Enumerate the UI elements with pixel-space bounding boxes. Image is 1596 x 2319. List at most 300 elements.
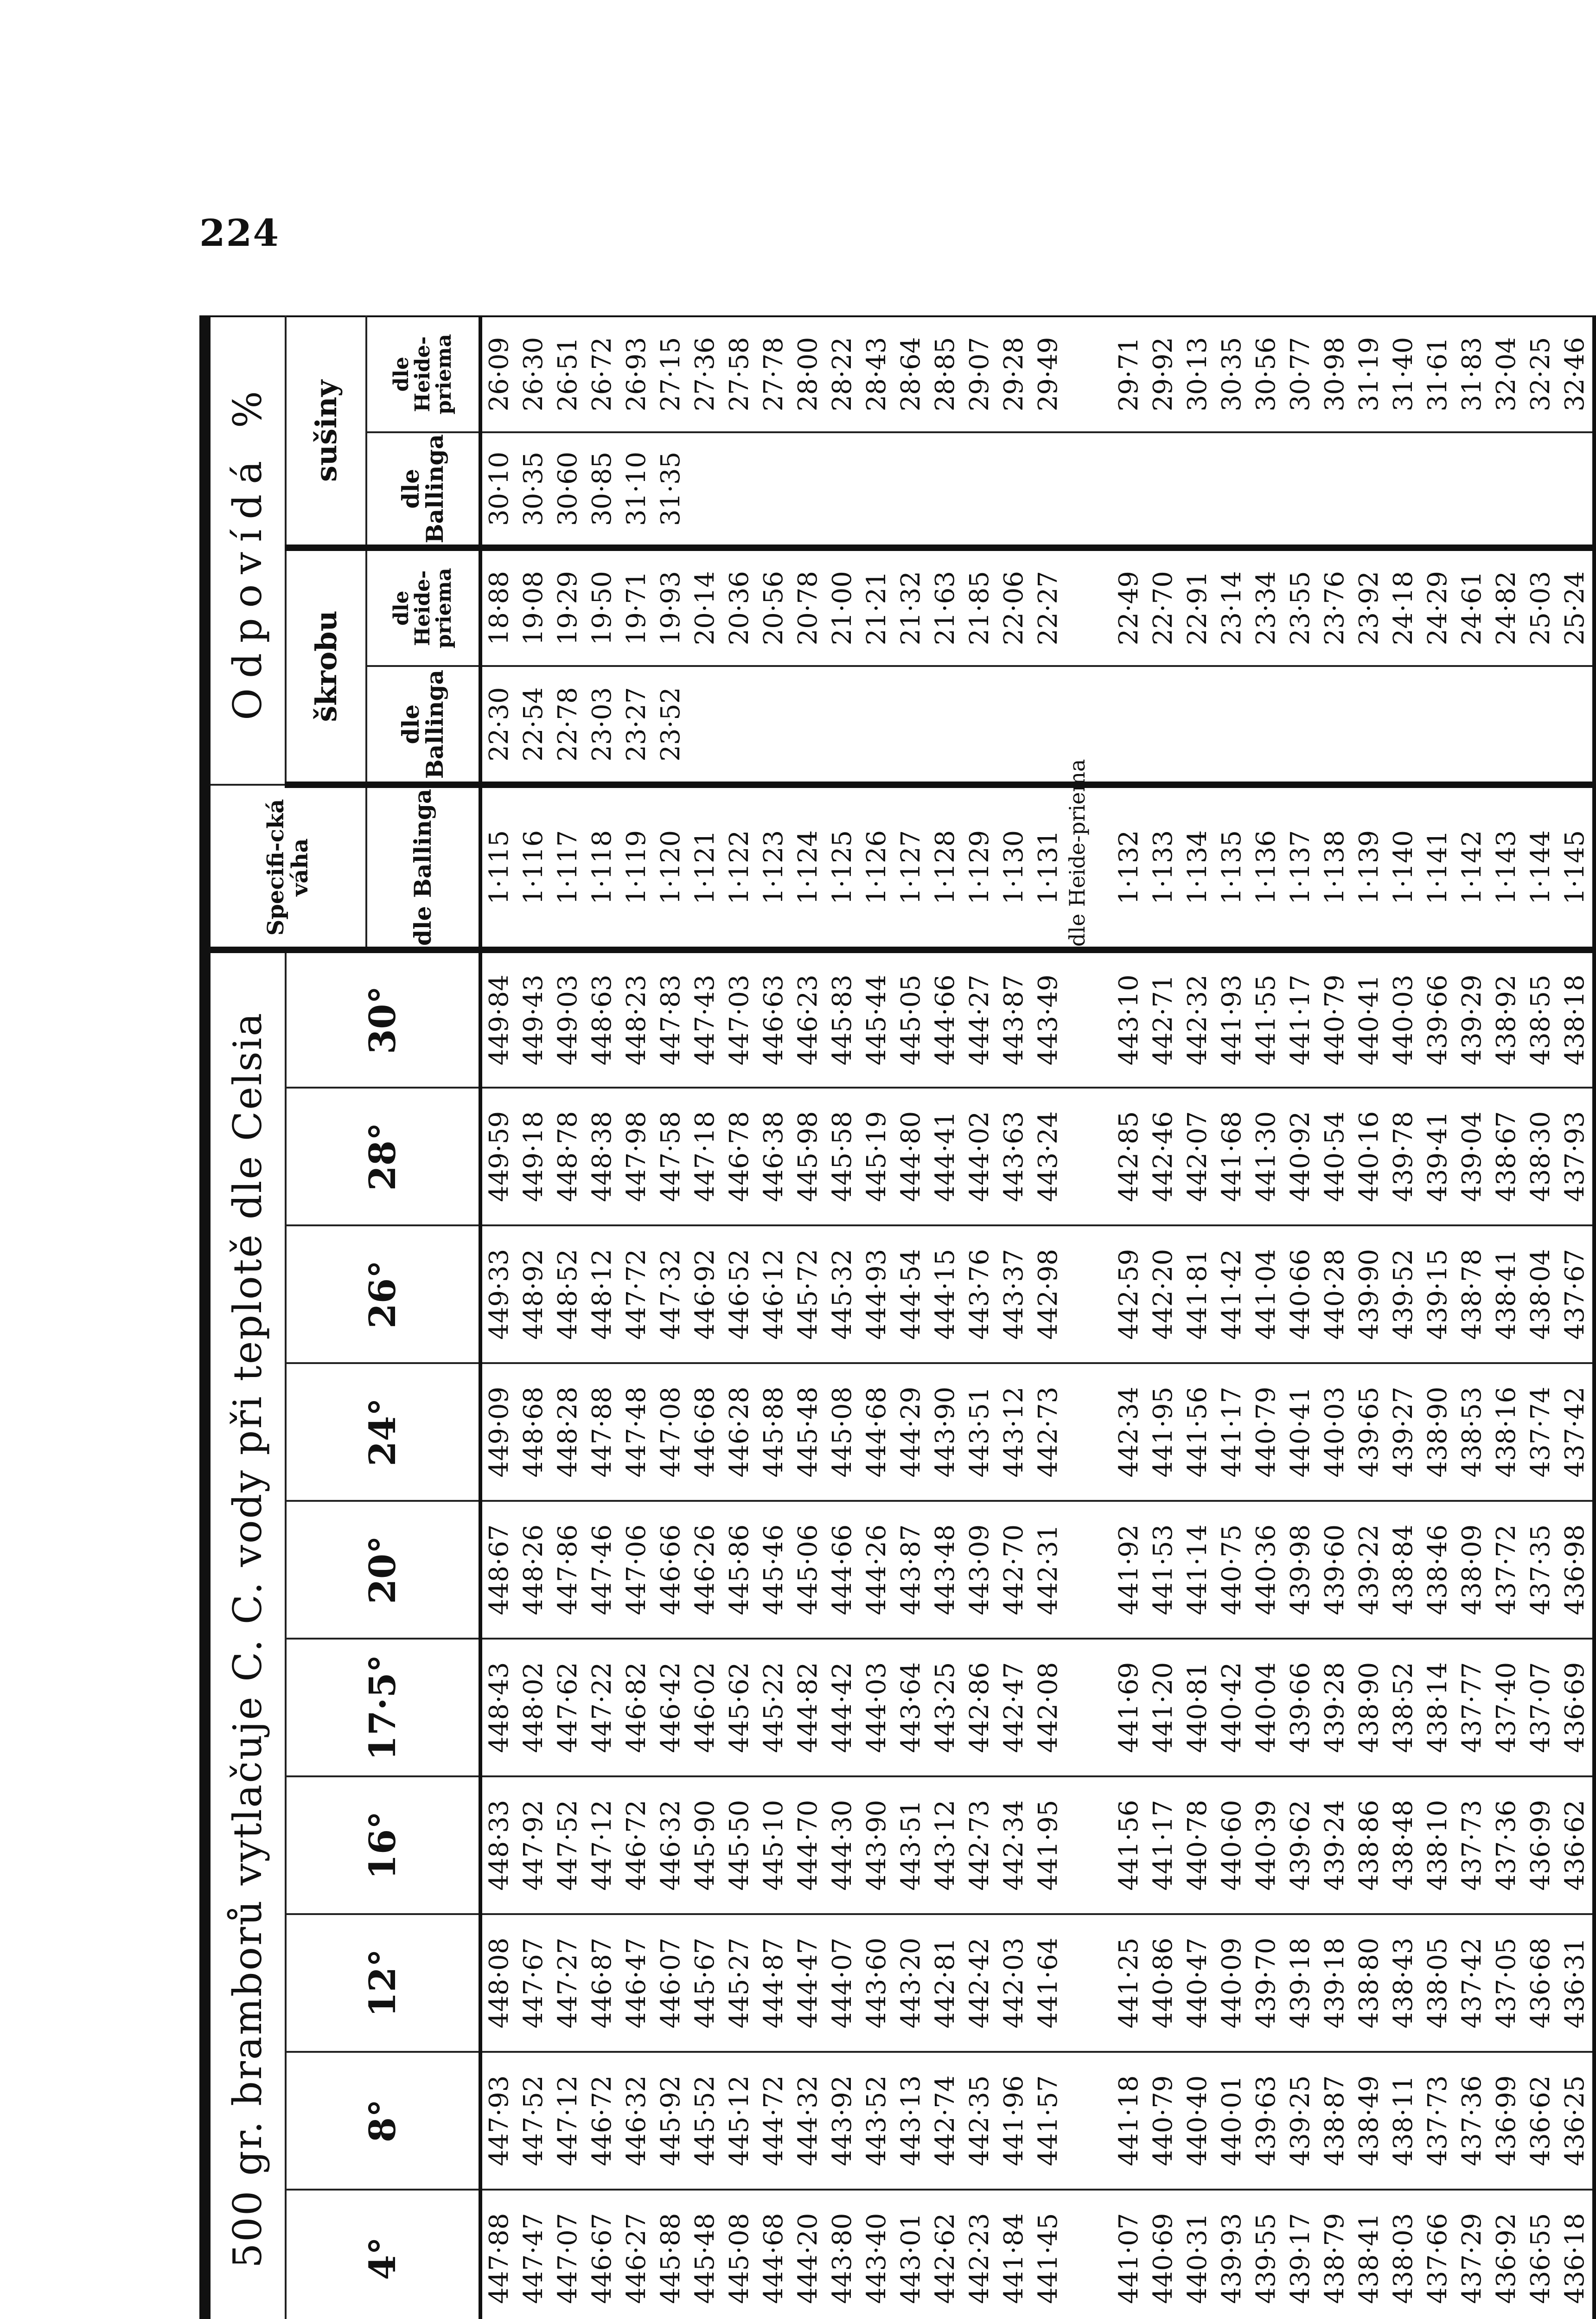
- table-cell: 439·22: [1354, 1524, 1384, 1615]
- table-cell: 23·14: [1217, 571, 1247, 646]
- table-cell: 439·25: [1285, 2075, 1315, 2166]
- sg-ballinga-header: dle Ballinga: [366, 785, 480, 950]
- starch-heidepriema-col: [480, 548, 1594, 666]
- table-cell: 441·92: [1114, 1524, 1144, 1615]
- table-cell: 30·60: [553, 451, 583, 526]
- table-cell: 443·49: [1033, 974, 1063, 1066]
- table-cell: 444·41: [930, 1111, 960, 1202]
- table-cell: 446·47: [621, 1937, 651, 2029]
- table-cell: 448·28: [553, 1386, 583, 1478]
- table-cell: [1112, 433, 1146, 545]
- table-cell: 444·32: [793, 2075, 823, 2166]
- table-cell: 440·75: [1217, 1524, 1247, 1615]
- table-cell: 449·84: [484, 974, 514, 1066]
- table-cell: 24·82: [1491, 571, 1521, 646]
- block-gap: [1066, 2191, 1112, 2319]
- table-cell: 441·17: [1217, 1386, 1247, 1478]
- table-cell: 1·134: [1182, 830, 1213, 905]
- table-cell: 442·85: [1114, 1111, 1144, 1202]
- table-cell: [757, 667, 791, 781]
- table-cell: 444·54: [896, 1249, 926, 1340]
- starch-header: škrobu: [286, 548, 366, 785]
- table-cell: 20·36: [724, 571, 754, 646]
- table-cell: 442·71: [1148, 974, 1178, 1066]
- table-cell: 27·58: [724, 337, 754, 411]
- table-cell: 1·123: [759, 830, 789, 905]
- table-cell: 438·10: [1423, 1800, 1453, 1891]
- table-cell: 19·93: [656, 571, 686, 646]
- table-cell: 444·02: [964, 1111, 995, 1202]
- table-cell: 26·30: [518, 337, 549, 411]
- table-cell: 439·18: [1320, 1937, 1350, 2029]
- table-cell: 20·78: [793, 571, 823, 646]
- table-cell: 439·63: [1251, 2075, 1281, 2166]
- table-cell: 440·41: [1354, 974, 1384, 1066]
- table-cell: 447·92: [518, 1800, 549, 1891]
- table-cell: 28·43: [862, 337, 892, 411]
- table-cell: 438·78: [1457, 1249, 1487, 1340]
- dry-matter-header: sušiny: [286, 316, 366, 548]
- table-cell: 448·38: [587, 1111, 617, 1202]
- table-cell: 443·12: [999, 1386, 1029, 1478]
- table-cell: 446·12: [759, 1249, 789, 1340]
- table-cell: 438·03: [1388, 2213, 1418, 2304]
- dry-ballinga-col: [480, 432, 1594, 548]
- block-gap: [1066, 1915, 1112, 2051]
- table-cell: 21·00: [827, 571, 857, 646]
- table-cell: 448·12: [587, 1249, 617, 1340]
- table-cell: 440·47: [1182, 1937, 1213, 2029]
- table-cell: 22·49: [1114, 571, 1144, 646]
- table-cell: 26·93: [621, 337, 651, 411]
- table-cell: 29·49: [1033, 337, 1063, 411]
- table-cell: 1·138: [1320, 830, 1350, 905]
- table-cell: 446·23: [793, 974, 823, 1066]
- block-gap: [1066, 1777, 1112, 1913]
- table-cell: 24·61: [1457, 571, 1487, 646]
- table-cell: 445·83: [827, 974, 857, 1066]
- table-cell: [1283, 667, 1318, 781]
- table-cell: 1·122: [724, 830, 754, 905]
- table-cell: [1215, 433, 1249, 545]
- table-cell: 445·88: [656, 2213, 686, 2304]
- table-cell: 442·42: [964, 1937, 995, 2029]
- table-cell: 1·131: [1033, 830, 1063, 905]
- table-cell: 30·10: [484, 451, 514, 526]
- table-cell: 443·90: [862, 1800, 892, 1891]
- table-cell: 438·41: [1354, 2213, 1384, 2304]
- table-cell: 439·78: [1388, 1111, 1418, 1202]
- table-cell: 438·41: [1491, 1249, 1521, 1340]
- table-cell: 437·07: [1526, 1662, 1556, 1753]
- temp-col-30: [480, 950, 1594, 1088]
- table-cell: 438·86: [1354, 1800, 1384, 1891]
- table-cell: 439·55: [1251, 2213, 1281, 2304]
- table-cell: 447·52: [518, 2075, 549, 2166]
- table-cell: 446·28: [724, 1386, 754, 1478]
- table-cell: [860, 433, 894, 545]
- table-cell: 443·13: [896, 2075, 926, 2166]
- table-cell: 439·90: [1354, 1249, 1384, 1340]
- table-cell: 23·03: [587, 687, 617, 762]
- table-cell: 1·124: [793, 830, 823, 905]
- table-cell: 443·51: [896, 1800, 926, 1891]
- table-cell: [688, 667, 722, 781]
- table-cell: 446·72: [621, 1800, 651, 1891]
- table-cell: 439·28: [1320, 1662, 1350, 1753]
- table-cell: [860, 667, 894, 781]
- table-cell: 439·15: [1423, 1249, 1453, 1340]
- table-cell: 439·17: [1285, 2213, 1315, 2304]
- table-cell: 444·47: [793, 1937, 823, 2029]
- table-cell: 441·30: [1251, 1111, 1281, 1202]
- table-cell: 445·44: [862, 974, 892, 1066]
- table-cell: 439·65: [1354, 1386, 1384, 1478]
- table-cell: 440·01: [1217, 2075, 1247, 2166]
- table-cell: 1·143: [1491, 830, 1521, 905]
- table-cell: 443·87: [896, 1524, 926, 1615]
- table-cell: 30·35: [518, 451, 549, 526]
- table-cell: 446·07: [656, 1937, 686, 2029]
- table-cell: 437·72: [1491, 1524, 1521, 1615]
- table-cell: 22·06: [999, 571, 1029, 646]
- table-cell: 1·136: [1251, 830, 1281, 905]
- table-cell: 438·09: [1457, 1524, 1487, 1615]
- table-cell: 31·35: [656, 451, 686, 526]
- table-cell: 447·43: [690, 974, 720, 1066]
- table-cell: 446·02: [690, 1662, 720, 1753]
- table-cell: 442·35: [964, 2075, 995, 2166]
- table-cell: 29·92: [1148, 337, 1178, 411]
- table-cell: 442·23: [964, 2213, 995, 2304]
- table-cell: 27·15: [656, 337, 686, 411]
- table-cell: 448·67: [484, 1524, 514, 1615]
- table-cell: [1455, 433, 1489, 545]
- table-cell: 27·36: [690, 337, 720, 411]
- temp-col-20: [480, 1501, 1594, 1639]
- table-cell: 446·63: [759, 974, 789, 1066]
- table-cell: 441·56: [1114, 1800, 1144, 1891]
- table-cell: 438·05: [1423, 1937, 1453, 2029]
- table-cell: 442·03: [999, 1937, 1029, 2029]
- table-cell: 441·56: [1182, 1386, 1213, 1478]
- table-cell: 447·12: [587, 1800, 617, 1891]
- table-cell: 29·71: [1114, 337, 1144, 411]
- table-cell: [894, 667, 928, 781]
- table-cell: 437·73: [1457, 1800, 1487, 1891]
- table-cell: 443·25: [930, 1662, 960, 1753]
- table-cell: 441·45: [1033, 2213, 1063, 2304]
- table-cell: 447·12: [553, 2075, 583, 2166]
- temp-header-30: 30°: [286, 950, 480, 1088]
- table-cell: 31·61: [1423, 337, 1453, 411]
- table-cell: 442·32: [1182, 974, 1213, 1066]
- table-cell: 1·145: [1560, 830, 1590, 905]
- table-cell: 441·57: [1033, 2075, 1063, 2166]
- table-cell: 444·68: [862, 1386, 892, 1478]
- table-cell: [1489, 433, 1524, 545]
- temp-col-4: [480, 2190, 1594, 2319]
- table-cell: 445·86: [724, 1524, 754, 1615]
- table-cell: 444·03: [862, 1662, 892, 1753]
- table-cell: 30·56: [1251, 337, 1281, 411]
- table-cell: 445·67: [690, 1937, 720, 2029]
- table-cell: 447·52: [553, 1800, 583, 1891]
- table-cell: [1386, 667, 1421, 781]
- temp-header-16: 16°: [286, 1776, 480, 1914]
- table-cell: 440·79: [1251, 1386, 1281, 1478]
- table-cell: 445·48: [690, 2213, 720, 2304]
- table-cell: 440·03: [1320, 1386, 1350, 1478]
- table-cell: 441·53: [1148, 1524, 1178, 1615]
- table-cell: 439·24: [1320, 1800, 1350, 1891]
- table-cell: 32·04: [1491, 337, 1521, 411]
- table-cell: [1215, 667, 1249, 781]
- table-cell: [1283, 433, 1318, 545]
- table-cell: [963, 667, 997, 781]
- table-cell: 449·59: [484, 1111, 514, 1202]
- table-cell: 1·120: [656, 830, 686, 905]
- page-number: 224: [199, 211, 280, 255]
- table-cell: 441·07: [1114, 2213, 1144, 2304]
- table-cell: 445·10: [759, 1800, 789, 1891]
- table-cell: 29·28: [999, 337, 1029, 411]
- table-cell: 445·50: [724, 1800, 754, 1891]
- table-cell: 31·10: [621, 451, 651, 526]
- table-cell: 441·17: [1148, 1800, 1178, 1891]
- table-cell: 437·29: [1457, 2213, 1487, 2304]
- table-cell: 443·90: [930, 1386, 960, 1478]
- table-cell: 444·30: [827, 1800, 857, 1891]
- table-cell: 445·46: [759, 1524, 789, 1615]
- temp-col-17-5: [480, 1639, 1594, 1776]
- table-cell: 438·67: [1491, 1111, 1521, 1202]
- table-cell: 441·17: [1285, 974, 1315, 1066]
- table-cell: 24·18: [1388, 571, 1418, 646]
- table-cell: 449·33: [484, 1249, 514, 1340]
- table-cell: 440·60: [1217, 1800, 1247, 1891]
- table-cell: 443·37: [999, 1249, 1029, 1340]
- table-cell: 439·52: [1388, 1249, 1418, 1340]
- table-cell: 444·70: [793, 1800, 823, 1891]
- table-cell: 30·85: [587, 451, 617, 526]
- table-cell: 1·140: [1388, 830, 1418, 905]
- table-cell: [1524, 433, 1558, 545]
- table-cell: [722, 433, 757, 545]
- table-cell: 19·50: [587, 571, 617, 646]
- table-cell: [997, 667, 1031, 781]
- table-cell: 23·76: [1320, 571, 1350, 646]
- table-cell: 444·20: [793, 2213, 823, 2304]
- table-cell: 445·12: [724, 2075, 754, 2166]
- table-cell: 1·137: [1285, 830, 1315, 905]
- table-cell: 447·48: [621, 1386, 651, 1478]
- table-cell: [1524, 667, 1558, 781]
- table-cell: 447·67: [518, 1937, 549, 2029]
- table-cell: 1·115: [484, 830, 514, 905]
- table-cell: 439·62: [1285, 1800, 1315, 1891]
- table-cell: 441·69: [1114, 1662, 1144, 1753]
- table-cell: 1·135: [1217, 830, 1247, 905]
- table-cell: 446·38: [759, 1111, 789, 1202]
- temp-header-28: 28°: [286, 1088, 480, 1225]
- table-cell: 437·74: [1526, 1386, 1556, 1478]
- table-cell: 18·88: [484, 571, 514, 646]
- table-cell: 436·62: [1560, 1800, 1590, 1891]
- table-cell: 443·60: [862, 1937, 892, 2029]
- table-cell: 440·54: [1320, 1111, 1350, 1202]
- table-cell: 439·41: [1423, 1111, 1453, 1202]
- table-cell: 30·77: [1285, 337, 1315, 411]
- table-cell: 1·116: [518, 830, 549, 905]
- table-cell: 1·125: [827, 830, 857, 905]
- table-cell: 447·47: [518, 2213, 549, 2304]
- table-cell: 441·96: [999, 2075, 1029, 2166]
- table-cell: 436·25: [1560, 2075, 1590, 2166]
- table-cell: 441·95: [1148, 1386, 1178, 1478]
- table-cell: 30·13: [1182, 337, 1213, 411]
- table-cell: [1421, 433, 1455, 545]
- table-cell: 443·51: [964, 1386, 995, 1478]
- table-cell: 436·68: [1526, 1937, 1556, 2029]
- table-cell: 448·52: [553, 1249, 583, 1340]
- table-cell: 1·121: [690, 830, 720, 905]
- table-cell: 440·09: [1217, 1937, 1247, 2029]
- starch-ballinga-header: dle Ballinga: [366, 666, 480, 784]
- table-cell: 438·84: [1388, 1524, 1418, 1615]
- table-cell: 440·42: [1217, 1662, 1247, 1753]
- table-cell: [1489, 667, 1524, 781]
- table-cell: [1352, 667, 1386, 781]
- table-cell: 449·43: [518, 974, 549, 1066]
- table-cell: 1·130: [999, 830, 1029, 905]
- table-cell: 438·90: [1423, 1386, 1453, 1478]
- table-cell: [1318, 667, 1352, 781]
- table-cell: 448·78: [553, 1111, 583, 1202]
- dry-ballinga-header: dle Ballinga: [366, 432, 480, 548]
- table-cell: 436·99: [1491, 2075, 1521, 2166]
- table-cell: 440·79: [1320, 974, 1350, 1066]
- table-cell: 440·39: [1251, 1800, 1281, 1891]
- table-cell: 444·42: [827, 1662, 857, 1753]
- table-cell: 437·67: [1560, 1249, 1590, 1340]
- table-cell: 439·66: [1423, 974, 1453, 1066]
- table-cell: 441·64: [1033, 1937, 1063, 2029]
- table-cell: 438·90: [1354, 1662, 1384, 1753]
- table-cell: [757, 433, 791, 545]
- table-cell: 444·66: [827, 1524, 857, 1615]
- temp-col-24: [480, 1363, 1594, 1501]
- table-cell: 442·07: [1182, 1111, 1213, 1202]
- table-cell: 439·70: [1251, 1937, 1281, 2029]
- table-cell: 32·46: [1560, 337, 1590, 411]
- table-cell: 444·68: [759, 2213, 789, 2304]
- table-cell: [1455, 667, 1489, 781]
- temp-header-8: 8°: [286, 2052, 480, 2190]
- table-cell: 448·08: [484, 1937, 514, 2029]
- table-cell: 445·98: [793, 1111, 823, 1202]
- table-cell: 446·52: [724, 1249, 754, 1340]
- table-cell: 437·05: [1491, 1937, 1521, 2029]
- specific-gravity-col: [480, 759, 1594, 950]
- table-cell: 444·66: [930, 974, 960, 1066]
- table-cell: 442·98: [1033, 1249, 1063, 1340]
- table-cell: 440·03: [1388, 974, 1418, 1066]
- dry-heidepriema-col: [480, 316, 1594, 432]
- block-gap: [1066, 1089, 1112, 1224]
- table-cell: 444·93: [862, 1249, 892, 1340]
- table-cell: 443·40: [862, 2213, 892, 2304]
- table-cell: 436·92: [1491, 2213, 1521, 2304]
- table-cell: 1·128: [930, 830, 960, 905]
- table-cell: 447·72: [621, 1249, 651, 1340]
- table-cell: 31·40: [1388, 337, 1418, 411]
- table-cell: 449·18: [518, 1111, 549, 1202]
- table-cell: 445·58: [827, 1111, 857, 1202]
- table-cell: 441·25: [1114, 1937, 1144, 2029]
- rotated-table-wrapper: [199, 315, 1590, 2319]
- table-cell: 438·11: [1388, 2075, 1418, 2166]
- temp-col-26: [480, 1225, 1594, 1363]
- table-cell: 442·70: [999, 1524, 1029, 1615]
- table-cell: 443·12: [930, 1800, 960, 1891]
- table-cell: [963, 433, 997, 545]
- table-cell: 442·46: [1148, 1111, 1178, 1202]
- table-cell: 437·42: [1560, 1386, 1590, 1478]
- table-cell: 19·08: [518, 571, 549, 646]
- table-cell: 436·99: [1526, 1800, 1556, 1891]
- table-cell: 22·27: [1033, 571, 1063, 646]
- table-cell: 440·36: [1251, 1524, 1281, 1615]
- table-cell: 447·58: [656, 1111, 686, 1202]
- table-cell: 437·36: [1491, 1800, 1521, 1891]
- table-cell: 445·08: [827, 1386, 857, 1478]
- table-cell: 447·22: [587, 1662, 617, 1753]
- table-cell: 441·42: [1217, 1249, 1247, 1340]
- table-cell: 438·87: [1320, 2075, 1350, 2166]
- table-cell: 437·77: [1457, 1662, 1487, 1753]
- table-cell: 439·98: [1285, 1524, 1315, 1615]
- table-cell: 445·48: [793, 1386, 823, 1478]
- table-cell: 442·34: [1114, 1386, 1144, 1478]
- table-cell: 447·88: [484, 2213, 514, 2304]
- table-cell: 446·66: [656, 1524, 686, 1615]
- table-cell: 438·80: [1354, 1937, 1384, 2029]
- table-cell: 438·14: [1423, 1662, 1453, 1753]
- table-cell: 440·40: [1182, 2075, 1213, 2166]
- table-cell: [997, 433, 1031, 545]
- table-cell: 1·126: [862, 830, 892, 905]
- table-title: 500 gr. bramborů vytlačuje C. C. vody při teplotě dle Celsia: [205, 950, 286, 2319]
- table-cell: 443·20: [896, 1937, 926, 2029]
- table-cell: [791, 433, 825, 545]
- table-cell: 21·32: [896, 571, 926, 646]
- table-cell: 447·98: [621, 1111, 651, 1202]
- table-cell: 444·27: [964, 974, 995, 1066]
- block-gap: [1066, 1640, 1112, 1775]
- table-cell: 28·85: [930, 337, 960, 411]
- table-cell: 26·72: [587, 337, 617, 411]
- temp-header-24: 24°: [286, 1363, 480, 1501]
- table-cell: 443·80: [827, 2213, 857, 2304]
- table-cell: 437·66: [1423, 2213, 1453, 2304]
- table-cell: 445·62: [724, 1662, 754, 1753]
- table-cell: 22·30: [484, 687, 514, 762]
- table-cell: 441·18: [1114, 2075, 1144, 2166]
- table-cell: 438·04: [1526, 1249, 1556, 1340]
- table-cell: 23·27: [621, 687, 651, 762]
- table-cell: [1181, 433, 1215, 545]
